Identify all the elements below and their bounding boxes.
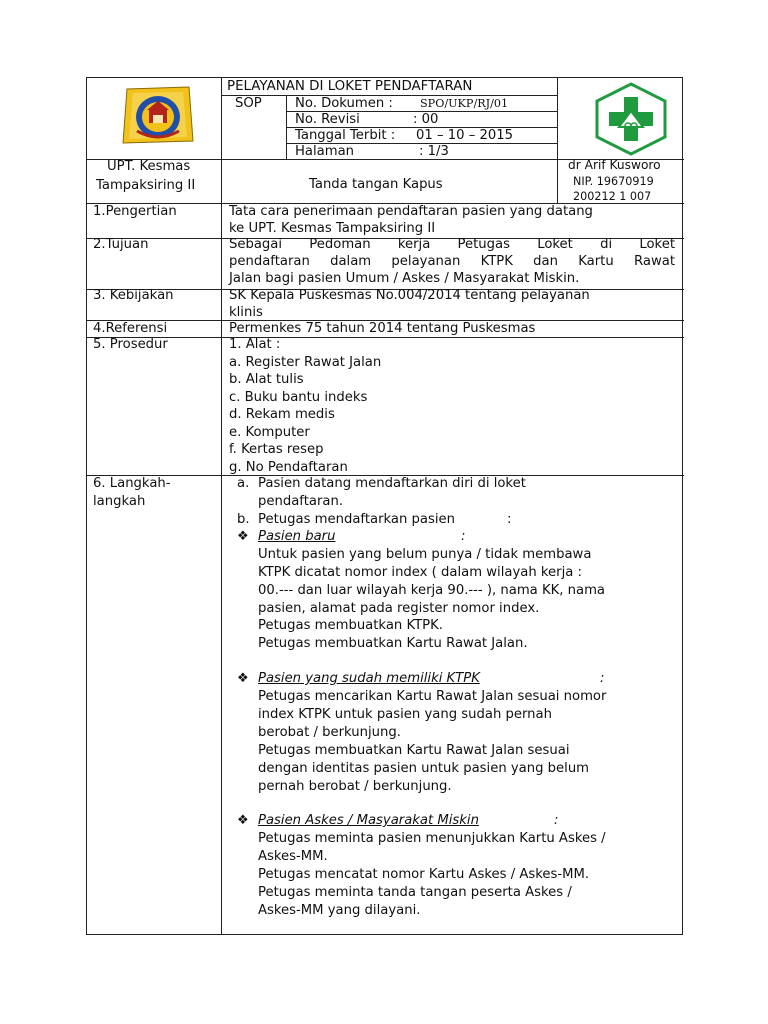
diamond-bullet-icon: ❖	[237, 813, 249, 828]
document-title: PELAYANAN DI LOKET PENDAFTARAN	[227, 79, 473, 94]
page-label: Halaman	[295, 144, 355, 159]
tujuan-line: Sebagai Pedoman kerja Petugas Loket di Loket	[229, 237, 675, 252]
group-line: 00.--- dan luar wilayah kerja 90.--- ), nama KK, nama	[258, 583, 606, 598]
prosedur-item: f. Kertas resep	[229, 442, 324, 457]
prosedur-item: a. Register Rawat Jalan	[229, 355, 382, 370]
prosedur-item: d. Rekam medis	[229, 407, 335, 422]
nip-line2: 200212 1 007	[573, 190, 652, 203]
group-heading-colon: :	[461, 529, 466, 544]
group-line: Petugas membuatkan Kartu Rawat Jalan sesuai	[258, 743, 570, 758]
step-a-line: pendaftaran.	[258, 494, 344, 509]
section-label-prosedur: 5. Prosedur	[93, 337, 168, 352]
prosedur-item: b. Alat tulis	[229, 372, 304, 387]
prosedur-item: g. No Pendaftaran	[229, 460, 348, 475]
group-heading-pasien-baru: Pasien baru	[258, 529, 336, 544]
group-line: Petugas meminta tanda tangan peserta Askes /	[258, 885, 572, 900]
prosedur-item: c. Buku bantu indeks	[229, 390, 368, 405]
health-cross-logo-icon	[593, 81, 669, 157]
group-heading-colon: :	[554, 813, 559, 828]
sop-document	[86, 77, 683, 935]
sop-label: SOP	[235, 96, 262, 111]
section-label-pengertian: 1.Pengertian	[93, 204, 177, 219]
group-heading-ktpk: Pasien yang sudah memiliki KTPK	[258, 671, 480, 686]
group-heading-colon: :	[600, 671, 605, 686]
pengertian-line: Tata cara penerimaan pendaftaran pasien yang datang	[229, 204, 593, 219]
group-line: dengan identitas pasien untuk pasien yang belum	[258, 761, 590, 776]
group-line: Petugas membuatkan KTPK.	[258, 618, 443, 633]
group-line: Askes-MM.	[258, 849, 328, 864]
kebijakan-line: klinis	[229, 305, 263, 320]
group-line: Petugas mencatat nomor Kartu Askes / Askes-MM.	[258, 867, 590, 882]
issue-date-label: Tanggal Terbit :	[295, 128, 396, 143]
issue-date-value: 01 – 10 – 2015	[416, 128, 514, 143]
step-b-line: Petugas mendaftarkan pasien	[258, 512, 455, 527]
pengertian-line: ke UPT. Kesmas Tampaksiring II	[229, 221, 436, 236]
section-label-langkah-line2: langkah	[93, 494, 146, 509]
group-line: index KTPK untuk pasien yang sudah pernah	[258, 707, 552, 722]
revision-label: No. Revisi	[295, 112, 360, 127]
diamond-bullet-icon: ❖	[237, 671, 249, 686]
section-label-tujuan: 2.Tujuan	[93, 237, 149, 252]
column-divider-right	[557, 78, 558, 203]
step-marker-a: a.	[237, 476, 250, 491]
group-line: pasien, alamat pada register nomor index.	[258, 601, 540, 616]
section-label-kebijakan: 3. Kebijakan	[93, 288, 174, 303]
unit-name-line1: UPT. Kesmas	[107, 159, 191, 174]
prosedur-item: 1. Alat :	[229, 337, 281, 352]
diamond-bullet-icon: ❖	[237, 529, 249, 544]
step-marker-b: b.	[237, 512, 250, 527]
column-divider-left	[221, 78, 222, 935]
group-line: Askes-MM yang dilayani.	[258, 903, 421, 918]
referensi-line: Permenkes 75 tahun 2014 tentang Puskesmas	[229, 321, 536, 336]
doc-number-value: SPO/UKP/RJ/01	[420, 97, 509, 110]
nip-line1: NIP. 19670919	[573, 175, 654, 188]
group-line: Petugas meminta pasien menunjukkan Kartu Askes /	[258, 831, 606, 846]
group-line: pernah berobat / berkunjung.	[258, 779, 452, 794]
step-b-colon: :	[507, 512, 512, 527]
group-line: berobat / berkunjung.	[258, 725, 401, 740]
revision-value: : 00	[413, 112, 439, 127]
tujuan-line: Jalan bagi pasien Umum / Askes / Masyarakat Miskin.	[229, 271, 580, 286]
step-a-line: Pasien datang mendaftarkan diri di loket	[258, 476, 526, 491]
group-line: Untuk pasien yang belum punya / tidak membawa	[258, 547, 592, 562]
group-line: Petugas mencarikan Kartu Rawat Jalan sesuai nomor	[258, 689, 607, 704]
tujuan-line: pendaftaran dalam pelayanan KTPK dan Kartu Rawat	[229, 254, 675, 269]
section-label-langkah-line1: 6. Langkah-	[93, 476, 171, 491]
group-line: Petugas membuatkan Kartu Rawat Jalan.	[258, 636, 528, 651]
signature-label: Tanda tangan Kapus	[309, 177, 443, 192]
group-heading-askes: Pasien Askes / Masyarakat Miskin	[258, 813, 479, 828]
doc-number-label: No. Dokumen :	[295, 96, 393, 111]
unit-name-line2: Tampaksiring II	[96, 178, 196, 193]
head-name: dr Arif Kusworo	[568, 158, 661, 172]
prosedur-item: e. Komputer	[229, 425, 310, 440]
kebijakan-line: SK Kepala Puskesmas No.004/2014 tentang pelayanan	[229, 288, 590, 303]
group-line: KTPK dicatat nomor index ( dalam wilayah kerja :	[258, 565, 582, 580]
section-label-referensi: 4.Referensi	[93, 321, 168, 336]
puskesmas-logo-icon	[119, 83, 197, 149]
page-value: : 1/3	[419, 144, 449, 159]
